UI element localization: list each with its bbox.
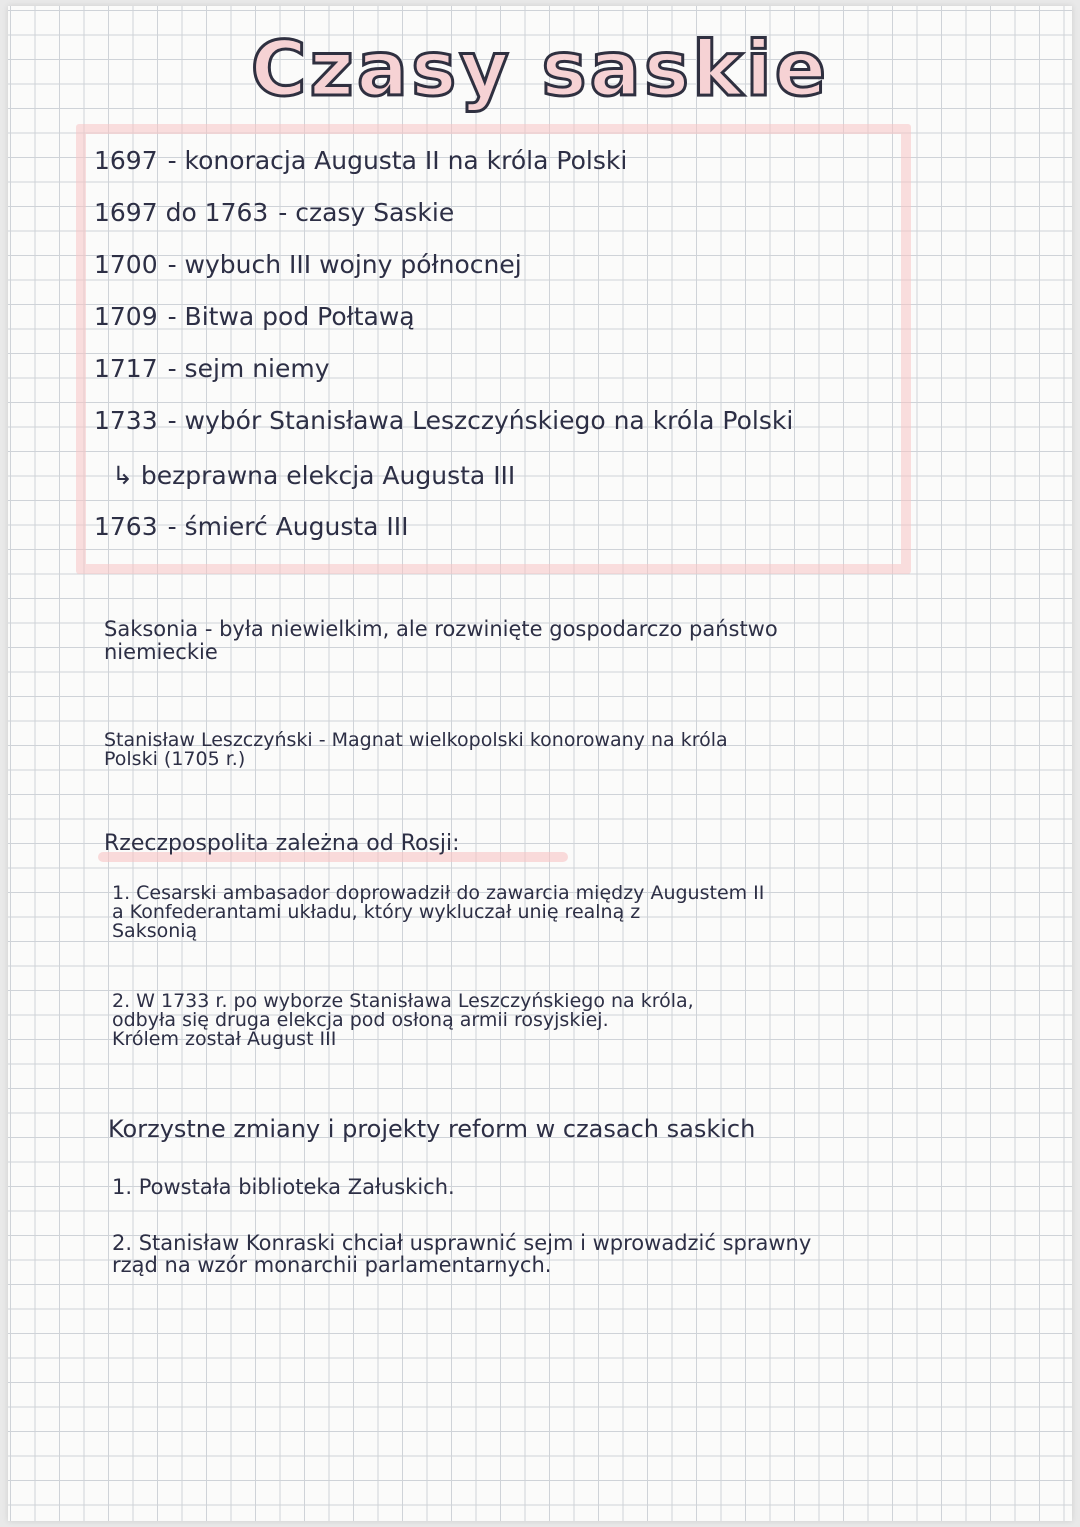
timeline-text: - Bitwa pod Połtawą: [167, 302, 415, 331]
timeline-item: [94, 406, 793, 435]
timeline-item: [94, 512, 409, 541]
note-leszczynski: Stanisław Leszczyński - Magnat wielkopolski konorowany na króla Polski (1705 r.): [104, 729, 728, 770]
timeline-item: [94, 302, 415, 331]
list-item: 1. Powstała biblioteka Załuskich.: [112, 1175, 455, 1199]
timeline-item: [94, 354, 330, 383]
list-item: 2. Stanisław Konraski chciał usprawnić sejm i wprowadzić sprawny rząd na wzór monarchii parlamentarnych.: [112, 1231, 812, 1277]
section-heading-reformy: Korzystne zmiany i projekty reform w czasach saskich: [108, 1115, 756, 1143]
timeline-text: - sejm niemy: [167, 354, 330, 383]
timeline-year: 1697 do 1763: [94, 198, 269, 227]
timeline-item: [94, 146, 627, 175]
section-heading-rzeczpospolita: Rzeczpospolita zależna od Rosji:: [104, 831, 460, 856]
timeline-year: 1717: [94, 354, 158, 383]
timeline-year: 1733: [94, 406, 158, 435]
list-item: 1. Cesarski ambasador doprowadził do zawarcia między Augustem II a Konfederantami układu, który wykluczał unię realną z Saksonią: [112, 882, 765, 942]
timeline-text: - śmierć Augusta III: [167, 512, 409, 541]
timeline-year: 1709: [94, 302, 158, 331]
timeline-item: [94, 250, 522, 279]
timeline-year: 1700: [94, 250, 158, 279]
timeline-frame: [76, 124, 911, 574]
notebook-page: [8, 6, 1072, 1521]
list-item: 2. W 1733 r. po wyborze Stanisława Leszczyńskiego na króla, odbyła się druga elekcja pod osłoną armii rosyjskiej. Królem został August III: [112, 990, 694, 1050]
timeline-text: - wybór Stanisława Leszczyńskiego na króla Polski: [167, 406, 794, 435]
timeline-text: - wybuch III wojny północnej: [167, 250, 522, 279]
page-title: Czasy saskie: [250, 24, 830, 113]
timeline-subnote: ↳ bezprawna elekcja Augusta III: [112, 461, 516, 490]
timeline-item: [94, 198, 454, 227]
timeline-text: - czasy Saskie: [278, 198, 455, 227]
timeline-year: 1763: [94, 512, 158, 541]
note-saksonia: Saksonia - była niewielkim, ale rozwinięte gospodarczo państwo niemieckie: [104, 617, 778, 664]
timeline-year: 1697: [94, 146, 158, 175]
timeline-text: - konoracja Augusta II na króla Polski: [167, 146, 628, 175]
